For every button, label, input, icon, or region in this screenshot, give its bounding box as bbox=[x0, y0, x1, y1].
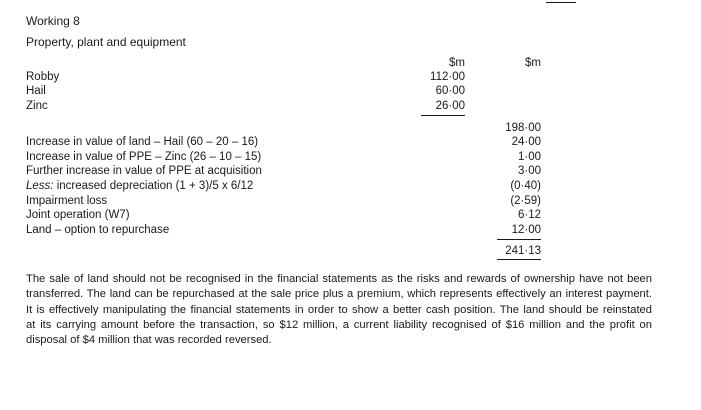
explanation-paragraph bbox=[26, 272, 652, 348]
col-header-2: $m bbox=[525, 57, 541, 69]
component-value: 26·00 bbox=[435, 100, 465, 112]
top-rule bbox=[546, 2, 576, 3]
adjustment-value: 1·00 bbox=[517, 151, 541, 163]
paragraph-line: disposal of $4 million that was recorded reversed. bbox=[26, 334, 272, 347]
paragraph-line: at its carrying amount before the transaction, so $12 million, a current liability recognised of $16 million and the profit on bbox=[26, 318, 652, 331]
total-rule-bottom bbox=[497, 259, 541, 260]
component-label: Robby bbox=[26, 71, 60, 83]
adjustment-value: (0·40) bbox=[510, 180, 541, 192]
adjustment-label bbox=[26, 179, 253, 193]
component-label: Hail bbox=[26, 85, 46, 97]
paragraph-line: It is effectively manipulating the financial statements in order to show a better cash position. The land should be reinstated bbox=[26, 303, 652, 316]
adjustment-label: Further increase in value of PPE at acquisition bbox=[26, 165, 262, 177]
adjustment-label: Impairment loss bbox=[26, 195, 108, 207]
adjustment-value: 3·00 bbox=[517, 165, 541, 177]
subtotal-rule bbox=[421, 115, 465, 116]
adjustment-value: 24·00 bbox=[511, 136, 541, 148]
adjustment-label: Increase in value of land – Hail (60 – 20 – 16) bbox=[26, 136, 259, 148]
paragraph-line: The sale of land should not be recognised in the financial statements as the risks and rewards of ownership have not been bbox=[26, 273, 652, 285]
adjustment-label: Increase in value of PPE – Zinc (26 – 10 – 15) bbox=[26, 151, 262, 163]
col-header-1: $m bbox=[449, 57, 465, 69]
paragraph-line: transferred. The land can be repurchased at the sale price plus a premium, which represents effectively an interest payment. bbox=[26, 288, 652, 301]
total-rule-top bbox=[497, 239, 541, 240]
adjustment-label: Land – option to repurchase bbox=[26, 224, 170, 236]
section-title: Property, plant and equipment bbox=[26, 35, 186, 49]
less-prefix: Less: bbox=[26, 180, 54, 192]
adjustment-value: (2·59) bbox=[510, 195, 541, 207]
adjustment-label-text: increased depreciation (1 + 3)/5 x 6/12 bbox=[53, 180, 254, 192]
component-label: Zinc bbox=[26, 100, 48, 112]
adjustment-label: Joint operation (W7) bbox=[26, 209, 130, 221]
subtotal-value: 198·00 bbox=[505, 122, 541, 134]
working-title: Working 8 bbox=[26, 14, 80, 28]
adjustment-value: 6·12 bbox=[517, 209, 541, 221]
adjustment-value: 12·00 bbox=[511, 224, 541, 236]
component-value: 112·00 bbox=[430, 71, 465, 83]
total-value: 241·13 bbox=[505, 245, 541, 257]
component-value: 60·00 bbox=[435, 85, 465, 97]
